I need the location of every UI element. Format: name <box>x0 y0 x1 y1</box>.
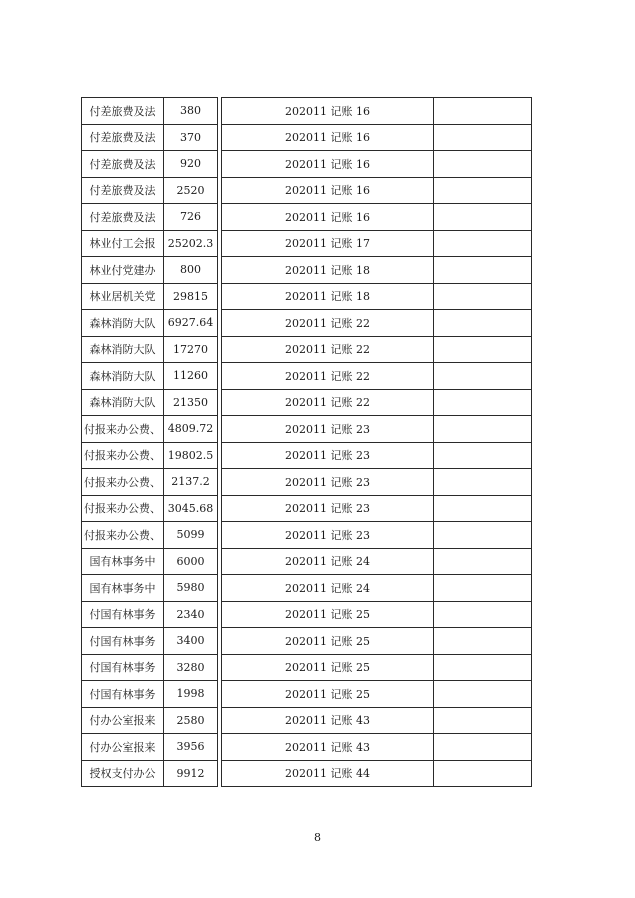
note-cell <box>434 177 532 204</box>
amount-cell: 726 <box>164 204 218 231</box>
note-cell <box>434 124 532 151</box>
desc-cell: 付国有林事务 <box>82 628 164 655</box>
voucher-ref-cell: 202011 记账 18 <box>222 283 434 310</box>
table-row <box>82 575 532 602</box>
voucher-ref-cell: 202011 记账 23 <box>222 416 434 443</box>
table-row <box>82 336 532 363</box>
amount-cell: 21350 <box>164 389 218 416</box>
ledger-body <box>82 98 532 787</box>
voucher-ref-cell: 202011 记账 16 <box>222 177 434 204</box>
amount-cell: 9912 <box>164 760 218 787</box>
note-cell <box>434 548 532 575</box>
desc-cell: 付办公室报来 <box>82 734 164 761</box>
note-cell <box>434 495 532 522</box>
note-cell <box>434 363 532 390</box>
desc-cell: 付办公室报来 <box>82 707 164 734</box>
amount-cell: 2340 <box>164 601 218 628</box>
desc-cell: 森林消防大队 <box>82 363 164 390</box>
note-cell <box>434 310 532 337</box>
page-number: 8 <box>314 831 321 844</box>
table-row <box>82 151 532 178</box>
amount-cell: 3280 <box>164 654 218 681</box>
note-cell <box>434 442 532 469</box>
voucher-ref-cell: 202011 记账 22 <box>222 389 434 416</box>
amount-cell: 3400 <box>164 628 218 655</box>
voucher-ref-cell: 202011 记账 43 <box>222 707 434 734</box>
note-cell <box>434 628 532 655</box>
desc-cell: 国有林事务中 <box>82 575 164 602</box>
desc-cell: 付国有林事务 <box>82 601 164 628</box>
desc-cell: 森林消防大队 <box>82 336 164 363</box>
table-row <box>82 98 532 125</box>
note-cell <box>434 575 532 602</box>
voucher-ref-cell: 202011 记账 17 <box>222 230 434 257</box>
amount-cell: 3045.68 <box>164 495 218 522</box>
amount-cell: 17270 <box>164 336 218 363</box>
table-row <box>82 416 532 443</box>
amount-cell: 2520 <box>164 177 218 204</box>
voucher-ref-cell: 202011 记账 25 <box>222 654 434 681</box>
desc-cell: 付国有林事务 <box>82 654 164 681</box>
amount-cell: 19802.5 <box>164 442 218 469</box>
desc-cell: 付差旅费及法 <box>82 177 164 204</box>
amount-cell: 2137.2 <box>164 469 218 496</box>
table-row <box>82 257 532 284</box>
table-row <box>82 363 532 390</box>
table-row <box>82 654 532 681</box>
table-row <box>82 469 532 496</box>
voucher-ref-cell: 202011 记账 16 <box>222 98 434 125</box>
voucher-ref-cell: 202011 记账 23 <box>222 522 434 549</box>
desc-cell: 付差旅费及法 <box>82 98 164 125</box>
table-row <box>82 442 532 469</box>
desc-cell: 付差旅费及法 <box>82 151 164 178</box>
voucher-ref-cell: 202011 记账 44 <box>222 760 434 787</box>
note-cell <box>434 654 532 681</box>
note-cell <box>434 601 532 628</box>
amount-cell: 6927.64 <box>164 310 218 337</box>
note-cell <box>434 389 532 416</box>
voucher-ref-cell: 202011 记账 22 <box>222 310 434 337</box>
table-row <box>82 522 532 549</box>
note-cell <box>434 707 532 734</box>
note-cell <box>434 416 532 443</box>
note-cell <box>434 151 532 178</box>
amount-cell: 11260 <box>164 363 218 390</box>
desc-cell: 林业付工会报 <box>82 230 164 257</box>
desc-cell: 付报来办公费、 <box>82 442 164 469</box>
table-row <box>82 124 532 151</box>
voucher-ref-cell: 202011 记账 43 <box>222 734 434 761</box>
note-cell <box>434 336 532 363</box>
note-cell <box>434 98 532 125</box>
amount-cell: 6000 <box>164 548 218 575</box>
note-cell <box>434 469 532 496</box>
desc-cell: 付报来办公费、 <box>82 469 164 496</box>
amount-cell: 2580 <box>164 707 218 734</box>
desc-cell: 森林消防大队 <box>82 310 164 337</box>
desc-cell: 林业付党建办 <box>82 257 164 284</box>
table-row <box>82 628 532 655</box>
note-cell <box>434 760 532 787</box>
desc-cell: 付差旅费及法 <box>82 124 164 151</box>
amount-cell: 29815 <box>164 283 218 310</box>
note-cell <box>434 257 532 284</box>
desc-cell: 授权支付办公 <box>82 760 164 787</box>
desc-cell: 林业居机关党 <box>82 283 164 310</box>
table-row <box>82 601 532 628</box>
desc-cell: 付差旅费及法 <box>82 204 164 231</box>
table-row <box>82 707 532 734</box>
amount-cell: 920 <box>164 151 218 178</box>
desc-cell: 森林消防大队 <box>82 389 164 416</box>
table-row <box>82 495 532 522</box>
voucher-ref-cell: 202011 记账 23 <box>222 442 434 469</box>
table-row <box>82 734 532 761</box>
note-cell <box>434 230 532 257</box>
voucher-ref-cell: 202011 记账 23 <box>222 495 434 522</box>
voucher-ref-cell: 202011 记账 23 <box>222 469 434 496</box>
note-cell <box>434 681 532 708</box>
amount-cell: 370 <box>164 124 218 151</box>
desc-cell: 付报来办公费、 <box>82 495 164 522</box>
voucher-ref-cell: 202011 记账 16 <box>222 151 434 178</box>
table-row <box>82 548 532 575</box>
amount-cell: 4809.72 <box>164 416 218 443</box>
voucher-ref-cell: 202011 记账 22 <box>222 336 434 363</box>
amount-cell: 25202.3 <box>164 230 218 257</box>
desc-cell: 国有林事务中 <box>82 548 164 575</box>
voucher-ref-cell: 202011 记账 22 <box>222 363 434 390</box>
amount-cell: 800 <box>164 257 218 284</box>
table-row <box>82 310 532 337</box>
note-cell <box>434 204 532 231</box>
voucher-ref-cell: 202011 记账 24 <box>222 575 434 602</box>
ledger-table <box>81 97 532 787</box>
desc-cell: 付报来办公费、 <box>82 416 164 443</box>
voucher-ref-cell: 202011 记账 18 <box>222 257 434 284</box>
table-row <box>82 389 532 416</box>
amount-cell: 1998 <box>164 681 218 708</box>
voucher-ref-cell: 202011 记账 16 <box>222 124 434 151</box>
note-cell <box>434 522 532 549</box>
table-row <box>82 230 532 257</box>
table-row <box>82 177 532 204</box>
table-row <box>82 681 532 708</box>
desc-cell: 付国有林事务 <box>82 681 164 708</box>
voucher-ref-cell: 202011 记账 25 <box>222 681 434 708</box>
amount-cell: 3956 <box>164 734 218 761</box>
amount-cell: 5099 <box>164 522 218 549</box>
amount-cell: 380 <box>164 98 218 125</box>
note-cell <box>434 734 532 761</box>
desc-cell: 付报来办公费、 <box>82 522 164 549</box>
voucher-ref-cell: 202011 记账 25 <box>222 601 434 628</box>
voucher-ref-cell: 202011 记账 25 <box>222 628 434 655</box>
note-cell <box>434 283 532 310</box>
voucher-ref-cell: 202011 记账 24 <box>222 548 434 575</box>
table-row <box>82 283 532 310</box>
table-row <box>82 760 532 787</box>
amount-cell: 5980 <box>164 575 218 602</box>
voucher-ref-cell: 202011 记账 16 <box>222 204 434 231</box>
table-row <box>82 204 532 231</box>
